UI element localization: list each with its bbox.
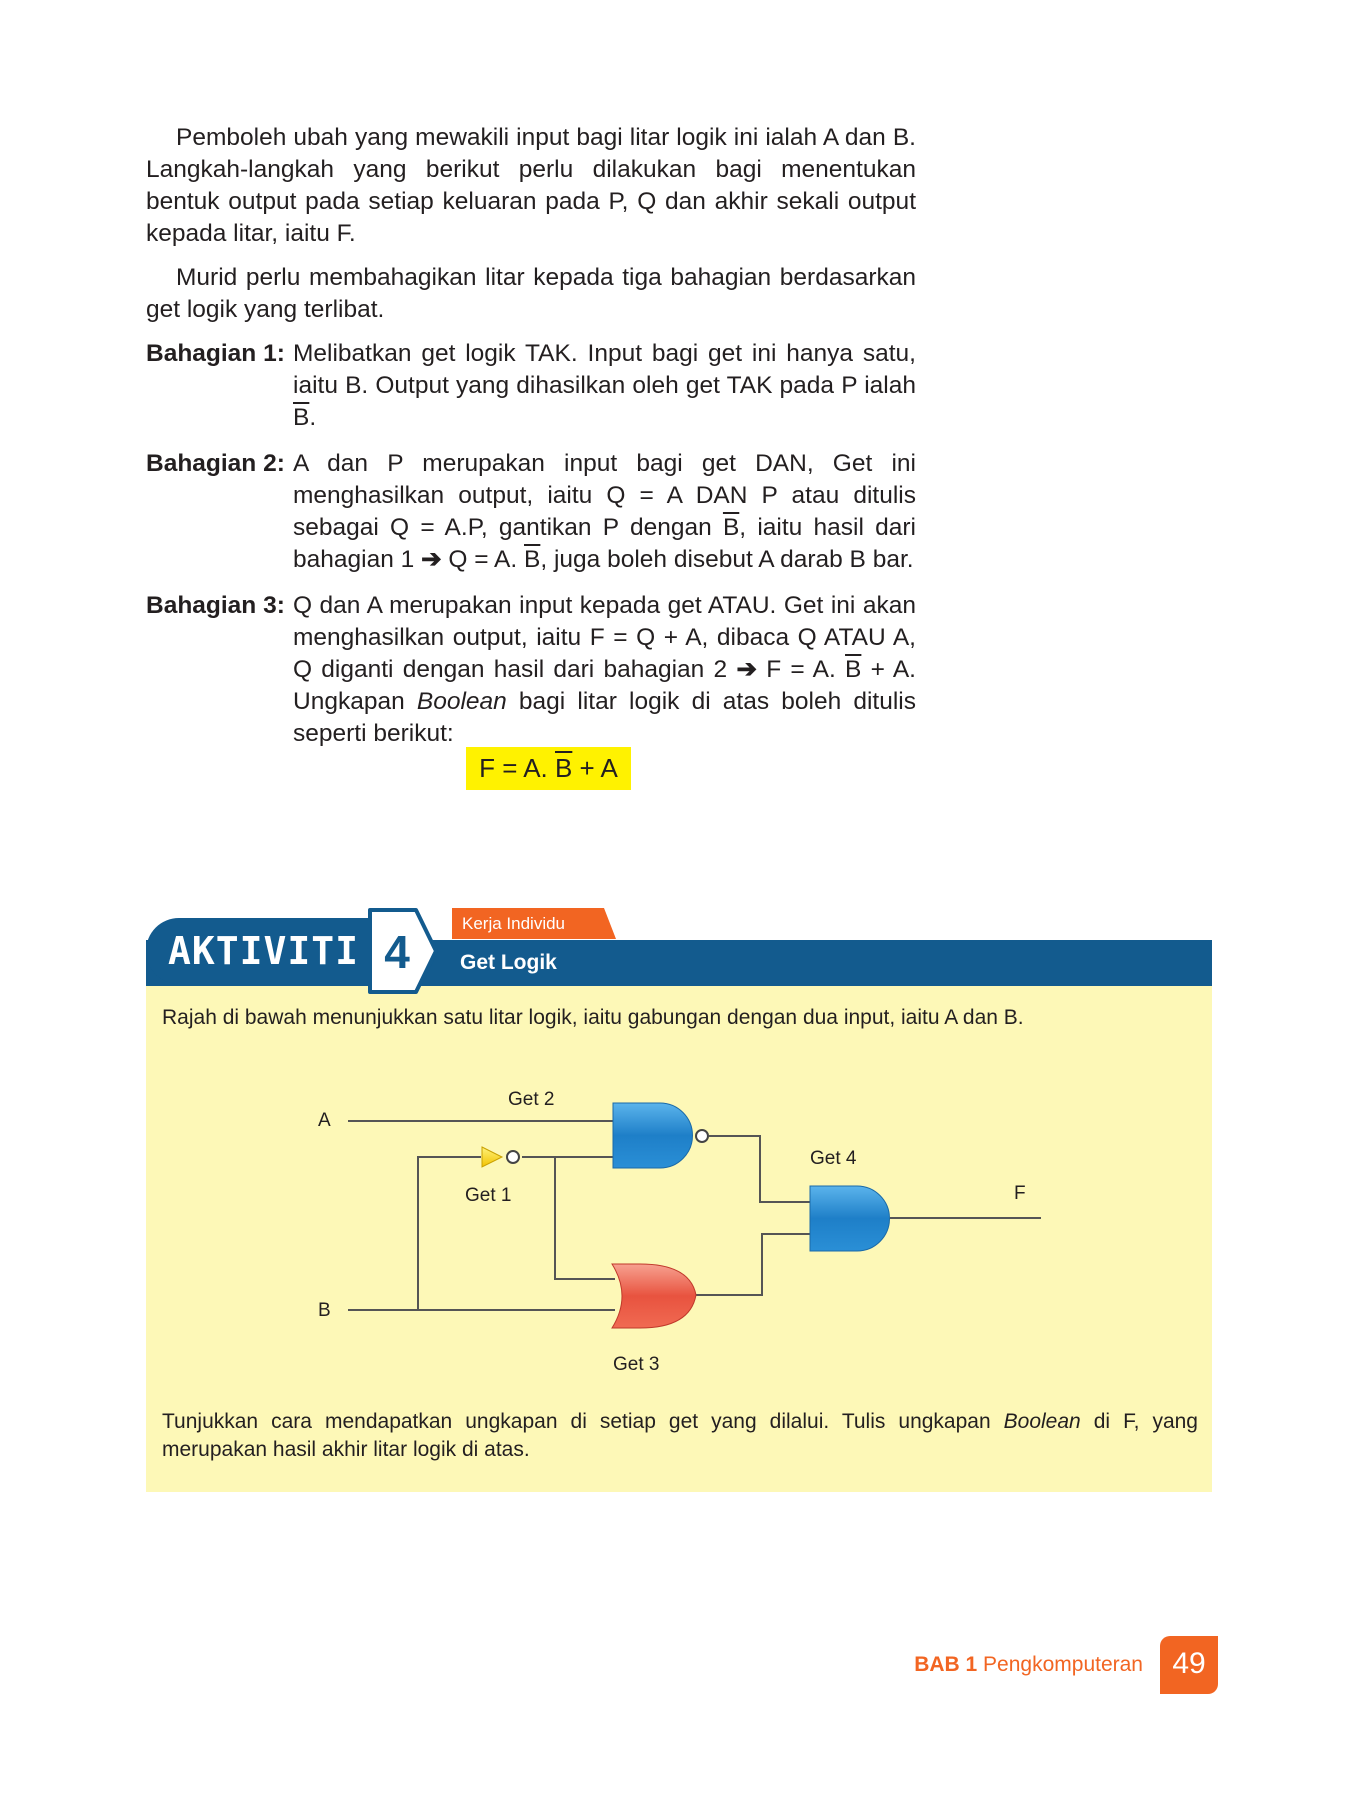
wire-b-up — [418, 1157, 481, 1310]
gate-3-body — [612, 1264, 696, 1328]
activity-intro: Rajah di bawah menunjukkan satu litar logik, iaitu gabungan dengan dua input, iaitu A dan B. — [162, 1006, 1024, 1029]
part-2-label: Bahagian 2 — [146, 450, 277, 477]
wire-gate2-out — [709, 1136, 812, 1202]
part-1-body: Melibatkan get logik TAK. Input bagi get ini hanya satu, iaitu B. Output yang dihasilkan oleh get TAK pada P ialah $\overline{B}$. — [293, 340, 916, 431]
gate-4-label: Get 4 — [810, 1148, 857, 1169]
chapter-number: BAB 1 — [914, 1653, 978, 1676]
b-bar: $\overline{B}$ — [554, 753, 573, 783]
part-1-label: Bahagian 1 — [146, 340, 277, 367]
input-b-label: B — [318, 1300, 331, 1321]
output-f-label: F — [1014, 1183, 1026, 1204]
gate-2-label: Get 2 — [508, 1089, 555, 1110]
arrow-icon: ➔ — [421, 546, 442, 573]
wire-branch-down — [555, 1157, 615, 1279]
part-3: Bahagian 3: Q dan A merupakan input kepada get ATAU. Get ini akan menghasilkan output, iaitu F = Q + A, dibaca Q ATAU A, Q diganti dengan hasil dari bahagian 2 ➔ F = A. $\overline{B} + A$. Ungkapan Boolean bagi litar logik di atas boleh ditulis seperti berikut: — [146, 590, 916, 750]
part-1: Bahagian 1: Melibatkan get logik TAK. Input bagi get ini hanya satu, iaitu B. Output yang dihasilkan oleh get TAK pada P ialah $\overline{B}$. — [146, 338, 916, 434]
gate-3-label: Get 3 — [613, 1354, 660, 1375]
part-2: Bahagian 2: A dan P merupakan input bagi get DAN, Get ini menghasilkan output, iaitu Q = A DAN P atau ditulis sebagai Q = A.P, gantikan P dengan $\overline{B}$, iaitu hasil dari bahagian 1 ➔ Q = A. $\overline{B}$, juga boleh disebut A darab B bar. — [146, 448, 916, 576]
b-bar: $\overline{B}$ — [293, 404, 310, 431]
paragraph-2: Murid perlu membahagikan litar kepada tiga bahagian berdasarkan get logik yang terlibat. — [146, 264, 916, 323]
activity-number: 4 — [384, 926, 410, 978]
activity-question: Tunjukkan cara mendapatkan ungkapan di setiap get yang dilalui. Tulis ungkapan Boolean di F, yang merupakan hasil akhir litar logik di atas. — [162, 1410, 1198, 1461]
arrow-icon: ➔ — [736, 656, 757, 683]
gate-1-label: Get 1 — [465, 1185, 512, 1206]
input-a-label: A — [318, 1110, 331, 1131]
part-2-body: A dan P merupakan input bagi get DAN, Get ini menghasilkan output, iaitu Q = A DAN P atau ditulis sebagai Q = A.P, gantikan P dengan $\overline{B}$, iaitu hasil dari bahagian 1 ➔ Q = A. $\overline{B}$, juga boleh disebut A darab B bar. — [293, 450, 916, 573]
logic-circuit-diagram — [146, 1060, 1066, 1390]
wire-gate3-out — [694, 1234, 812, 1295]
part-3-body: Q dan A merupakan input kepada get ATAU. Get ini akan menghasilkan output, iaitu F = Q + A, dibaca Q ATAU A, Q diganti dengan hasil dari bahagian 2 ➔ F = A. $\overline{B} + A$. Ungkapan Boolean bagi litar logik di atas boleh ditulis seperti berikut: — [293, 592, 916, 747]
gate-2-body — [613, 1103, 693, 1168]
b-bar: $\overline{B}$ — [845, 656, 862, 683]
b-bar: $\overline{B}$ — [524, 546, 541, 573]
boolean-formula: F = A. $\overline{B} + A$ — [466, 747, 631, 790]
gate-4-body — [810, 1186, 890, 1251]
gate-2-bubble — [696, 1130, 708, 1142]
paragraph-1: Pemboleh ubah yang mewakili input bagi litar logik ini ialah A dan B. Langkah-langkah yang berikut perlu dilakukan bagi menentukan bentuk output pada setiap keluaran pada P, Q dan akhir sekali output kepada litar, iaitu F. — [146, 124, 916, 247]
gate-1-bubble — [507, 1151, 519, 1163]
page-number: 49 — [1160, 1636, 1218, 1694]
activity-type: Kerja Individu — [462, 914, 566, 933]
gate-1-body — [482, 1147, 502, 1167]
chapter-title: Pengkomputeran — [983, 1653, 1143, 1676]
part-3-label: Bahagian 3 — [146, 592, 277, 619]
chapter-footer — [914, 1650, 1143, 1680]
activity-title: Get Logik — [460, 951, 557, 974]
b-bar: $\overline{B}$ — [722, 514, 740, 541]
activity-label: AKTIVITI — [146, 918, 394, 984]
main-text — [146, 122, 916, 764]
